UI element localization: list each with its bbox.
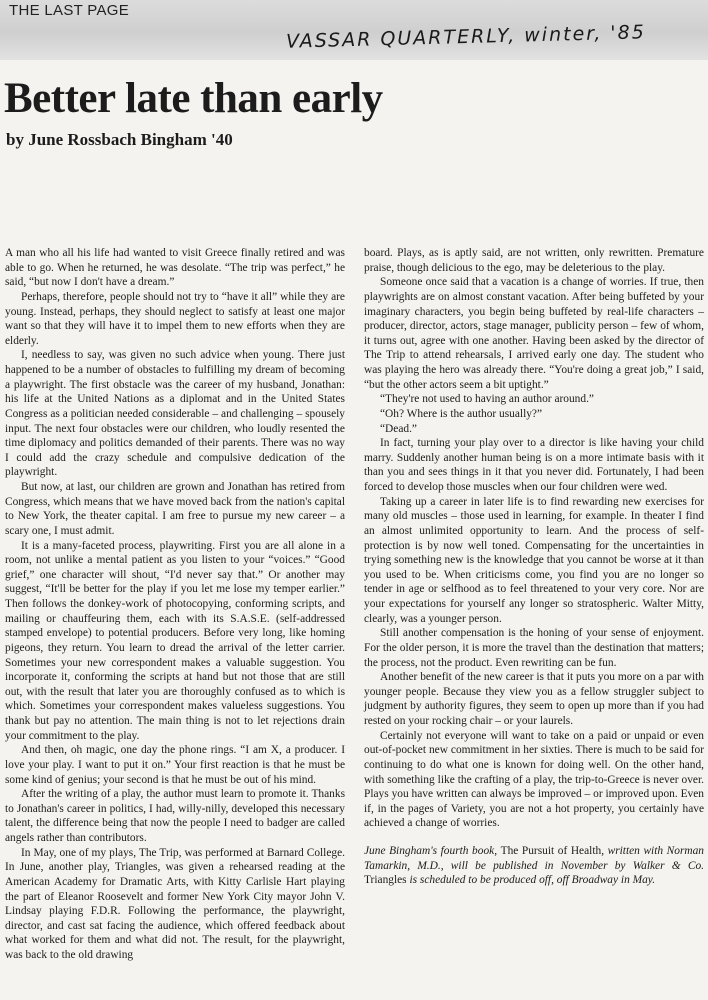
author-note-text: , written with Norman Tamarkin, M.D., will be published in November by Walker & Co. [364, 845, 704, 872]
paragraph: Someone once said that a vacation is a change of worries. If true, then playwrights are on almost constant vacation. After being buffeted by your imaginary characters, you begin being buffeted by real-life characters – producer, director, actors, stage manager, publicity person – few of whom, it turns out, agree with one another. Having been asked by the director of The Trip to attend rehearsals, I arrived early one day. The student who was playing the hero was already there. “You're doing a great job,” I said, “but the other actors seem a bit uptight.” [364, 276, 704, 391]
paragraph: Perhaps, therefore, people should not try to “have it all” while they are young. Instead, perhaps, they should neglect to satisfy at least one major want so that they will have it to impel them to new efforts when they are elderly. [5, 290, 345, 347]
section-label: THE LAST PAGE [9, 2, 130, 19]
author-note-text: June Bingham's fourth book, [364, 845, 501, 857]
article-column-right [364, 246, 704, 888]
book-title: The Pursuit of Health [500, 845, 602, 857]
paragraph: Another benefit of the new career is that it puts you more on a par with younger people. Because they view you as a fellow struggler subject to judgment by authority figures, they seem to open up more than if you had rested on your rocking chair – or your laurels. [364, 671, 704, 727]
paragraph: And then, oh magic, one day the phone rings. “I am X, a producer. I love your play. I want to put it on.” Your first reaction is that he must be some kind of genius; your second is that he must be out of his mind. [5, 744, 345, 786]
dialogue-line: “Dead.” [380, 422, 417, 435]
author-note-text: is scheduled to be produced off, off Broadway in May. [406, 874, 656, 887]
paragraph: It is a many-faceted process, playwriting. First you are all alone in a room, not unlike a mental patient as you listen to your “voices.” “Good grief,” one character will shout, “I'd never say that.” Or another may suggest, “It'll be better for the play if you let me lose my temper earlier.” Then follows the donkey-work of photocopying, conforming scripts, and mailing or chauffeuring them, each with its S.A.S.E. (self-addressed stamped envelope) to potential producers. Before very long, like homing pigeons, they return. You learn to dread the arrival of the letter carrier. Sometimes your new correspondent makes a valuable suggestion. You incorporate it, conforming the scripts at hand but not those that are still out, with the result that later you are thoroughly confused as to which is which. Sometimes your correspondent makes valueless suggestions. You thank but pay no attention. The main thing is not to let rejections drain your commitment to the play. [5, 539, 345, 742]
paragraph: But now, at last, our children are grown and Jonathan has retired from Congress, which means that we have moved back from the nation's capital to New York, the theater capital. I am free to pursue my new career – a scary one, I must admit. [5, 481, 345, 537]
paragraph: Still another compensation is the honing of your sense of enjoyment. For the older person, it is more the travel than the destination that matters; the process, not the product. Even rewriting can be fun. [364, 627, 704, 669]
paragraph: A man who all his life had wanted to visit Greece finally retired and was able to go. When he returned, he was desolate. “The trip was perfect,” he said, “but now I don't have a dream.” [5, 247, 345, 289]
paragraph: I, needless to say, was given no such advice when young. There just happened to be a number of obstacles to fulfilling my dream of becoming a playwright. The first obstacle was the career of my husband, Jonathan: his life at the United Nations as a diplomat and in the United States Congress as a politician needed considerable – and challenging – spousely input. The next four obstacles were our children, who loudly resented the time diplomacy and politics demanded of their parents. There was no way I could add the crazy schedule and compulsive dedication of the playwright. [5, 349, 345, 479]
article-title: Better late than early [4, 75, 383, 122]
author-note [364, 844, 704, 888]
article-column-left [5, 246, 345, 963]
paragraph: In fact, turning your play over to a director is like having your child marry. Suddenly another human being is on a more intimate basis with it than you and sees things in it that you never did. Fortunately, I had been forced to develop those muscles when our four children were wed. [364, 437, 704, 493]
play-title: Triangles [364, 874, 407, 887]
handwritten-annotation: VASSAR QUARTERLY, winter, '85 [285, 21, 647, 53]
dialogue-line: “They're not used to having an author around.” [380, 393, 594, 406]
paragraph: Certainly not everyone will want to take on a paid or unpaid or even out-of-pocket new commitment in her sixties. There is much to be said for continuing to do what one is known for doing well. On the other hand, with something like the crafting of a play, the trip-to-Greece is never over. Plays you have written can always be improved – or improved upon. Even if, in the pages of Variety, you are not a hot property, you certainly have achieved a change of worries. [364, 729, 704, 830]
paragraph: In May, one of my plays, The Trip, was performed at Barnard College. In June, another play, Triangles, was given a rehearsed reading at the American Academy for Dramatic Arts, with Kitty Carlisle Hart playing the part of Eleanor Roosevelt and former New York City mayor John V. Lindsay playing F.D.R. Following the performance, the playwright, director, and cast sat facing the audience, which offered feedback about what worked for them and what did not. The result, for the playwright, was back to the old drawing [5, 846, 345, 961]
paragraph: Taking up a career in later life is to find rewarding new exercises for many old muscles – those used in learning, for example. In theater I find an almost unlimited opportunity to learn. And the process of self-protection is by now well toned. Compensating for the uncertainties in trying something new is the knowledge that you cannot be worse at it than you used to be. When criticisms come, you find you are no longer so tender in age or selfhood as to feel threatened to your very core. Nor are your expectations for yourself any longer so stratospheric. Walter Mitty, clearly, was a younger person. [364, 495, 704, 625]
dialogue-line: “Oh? Where is the author usually?” [380, 407, 543, 420]
paragraph: After the writing of a play, the author must learn to promote it. Thanks to Jonathan's career in politics, I had, willy-nilly, developed this necessary talent, the difference being that now the people I need to badger are called angels rather than contributors. [5, 788, 345, 844]
article-byline: by June Rossbach Bingham '40 [6, 130, 233, 149]
paragraph: board. Plays, as is aptly said, are not written, only rewritten. Premature praise, though delicious to the ego, may be deleterious to the play. [364, 247, 704, 274]
